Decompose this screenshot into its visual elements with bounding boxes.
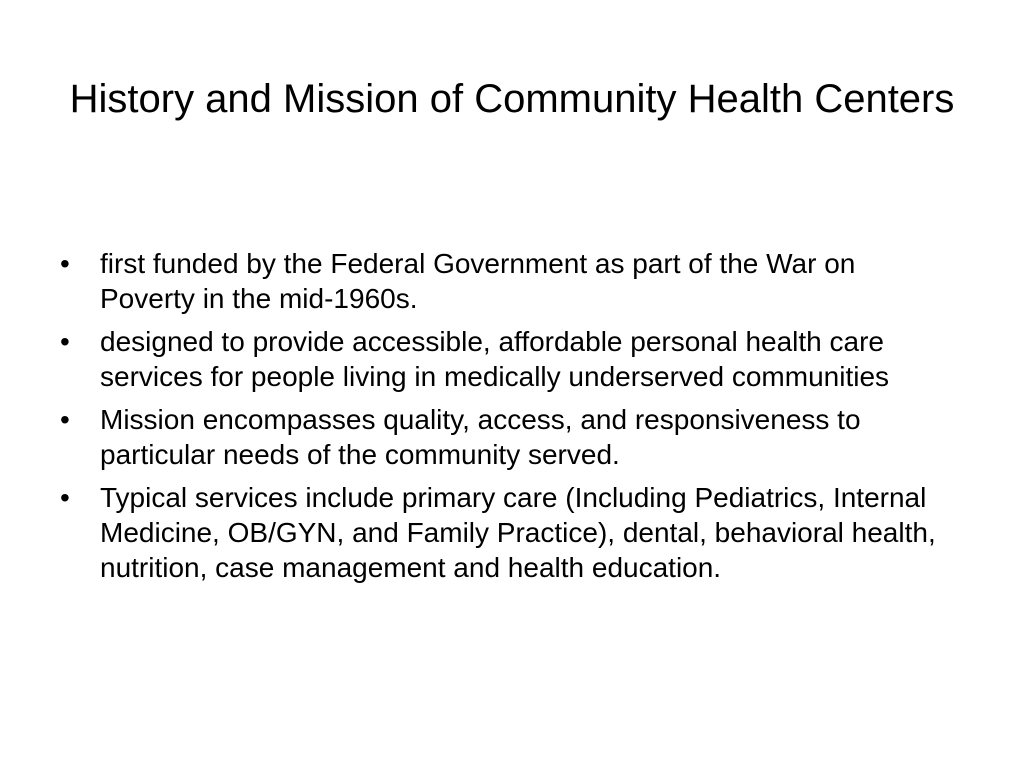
bullet-text: first funded by the Federal Government as part of the War on Poverty in the mid-1960s. <box>100 248 856 314</box>
bullet-text: Typical services include primary care (Including Pediatrics, Internal Medicine, OB/GYN, and Family Practice), dental, behavioral health, nutrition, case management and health education. <box>100 482 936 583</box>
bullet-text: Mission encompasses quality, access, and responsiveness to particular needs of the community served. <box>100 404 861 470</box>
bullet-item <box>56 324 936 394</box>
bullet-icon: • <box>60 248 70 279</box>
bullet-item <box>56 246 936 316</box>
bullet-item <box>56 402 936 472</box>
slide-title: History and Mission of Community Health Centers <box>69 77 955 121</box>
bullet-text: designed to provide accessible, affordable personal health care services for people living in medically underserved communities <box>100 326 890 392</box>
bullet-icon: • <box>60 482 70 513</box>
bullet-icon: • <box>60 404 70 435</box>
bullet-icon: • <box>60 326 70 357</box>
bullet-list <box>56 246 936 593</box>
bullet-item <box>56 480 936 585</box>
